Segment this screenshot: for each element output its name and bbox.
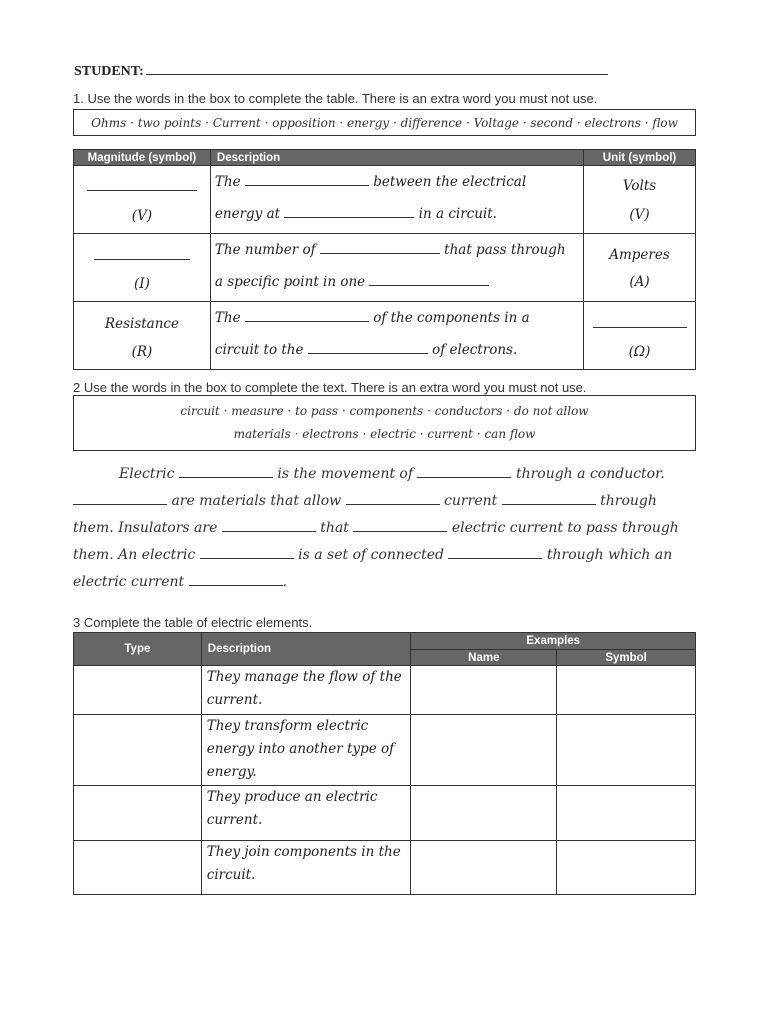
example-name-cell[interactable]	[411, 715, 557, 786]
header-description: Description	[201, 633, 411, 666]
unit-cell	[584, 234, 696, 302]
text-blank[interactable]	[346, 493, 440, 505]
header-examples: Examples	[411, 633, 696, 650]
example-symbol-cell[interactable]	[557, 715, 696, 786]
description-blank[interactable]	[369, 274, 489, 286]
magnitude-symbol: (I)	[134, 276, 150, 292]
example-symbol-cell[interactable]	[557, 841, 696, 895]
q3-table	[73, 632, 696, 895]
q2-word-box-line: materials · electrons · electric · current · can flow	[233, 427, 536, 441]
example-name-cell[interactable]	[411, 841, 557, 895]
description-blank[interactable]	[320, 242, 440, 254]
table-row	[74, 234, 696, 302]
unit-name: Volts	[622, 178, 657, 194]
text-blank[interactable]	[179, 466, 273, 478]
description-blank[interactable]	[245, 310, 369, 322]
header-description: Description	[210, 150, 583, 166]
table-row	[74, 166, 696, 234]
magnitude-symbol: (V)	[131, 208, 153, 224]
example-symbol-cell[interactable]	[557, 666, 696, 715]
description-blank[interactable]	[308, 342, 428, 354]
text-blank[interactable]	[189, 574, 283, 586]
student-name-blank[interactable]	[146, 62, 608, 75]
unit-symbol: (Ω)	[628, 344, 651, 360]
unit-blank[interactable]	[593, 316, 687, 328]
unit-name: Amperes	[609, 247, 670, 263]
description-cell: The number of that pass through a specific point in one	[210, 234, 583, 302]
student-label: STUDENT:	[74, 64, 144, 79]
header-type: Type	[74, 633, 202, 666]
magnitude-cell	[74, 302, 211, 370]
description-cell: They join components in the circuit.	[201, 841, 411, 895]
q3-prompt: 3 Complete the table of electric elements.	[73, 615, 313, 630]
example-name-cell[interactable]	[411, 786, 557, 841]
description-cell: They manage the flow of the current.	[201, 666, 411, 715]
unit-cell	[584, 166, 696, 234]
q1-table-header	[74, 150, 696, 166]
description-cell: They produce an electric current.	[201, 786, 411, 841]
magnitude-symbol: (R)	[131, 344, 153, 360]
magnitude-blank[interactable]	[87, 179, 197, 191]
q1-table	[73, 149, 696, 370]
unit-symbol: (V)	[629, 207, 650, 223]
type-cell[interactable]	[74, 786, 202, 841]
text-blank[interactable]	[200, 547, 294, 559]
q3-table-header	[74, 633, 696, 650]
table-row	[74, 715, 696, 786]
magnitude-cell	[74, 166, 211, 234]
q2-paragraph: Electric is the movement of through a conductor. are materials that allow current through them. Insulators are that electric current to pass through them. An electric is a set of connected through which an electric current .	[73, 466, 679, 590]
text-blank[interactable]	[417, 466, 511, 478]
magnitude-cell	[74, 234, 211, 302]
description-cell: They transform electric energy into another type of energy.	[201, 715, 411, 786]
header-magnitude: Magnitude (symbol)	[74, 150, 211, 166]
description-blank[interactable]	[245, 174, 369, 186]
q1-prompt: 1. Use the words in the box to complete the table. There is an extra word you must not use.	[73, 91, 598, 106]
header-name: Name	[411, 650, 557, 666]
type-cell[interactable]	[74, 715, 202, 786]
q2-prompt: 2 Use the words in the box to complete the text. There is an extra word you must not use.	[73, 380, 587, 395]
example-name-cell[interactable]	[411, 666, 557, 715]
text-blank[interactable]	[353, 520, 447, 532]
unit-cell	[584, 302, 696, 370]
magnitude-name: Resistance	[104, 316, 179, 332]
table-row	[74, 302, 696, 370]
text-blank[interactable]	[502, 493, 596, 505]
header-unit: Unit (symbol)	[584, 150, 696, 166]
table-row	[74, 666, 696, 715]
text-blank[interactable]	[448, 547, 542, 559]
magnitude-blank[interactable]	[94, 248, 190, 260]
unit-symbol: (A)	[629, 274, 650, 290]
q2-word-box	[73, 395, 696, 451]
table-row	[74, 841, 696, 895]
description-cell: The of the components in a circuit to the of electrons.	[210, 302, 583, 370]
q1-word-box: Ohms · two points · Current · opposition · energy · difference · Voltage · second · electrons · flow	[73, 109, 696, 136]
description-cell: The between the electrical energy at in a circuit.	[210, 166, 583, 234]
header-symbol: Symbol	[557, 650, 696, 666]
table-row	[74, 786, 696, 841]
student-name-field	[74, 62, 608, 80]
example-symbol-cell[interactable]	[557, 786, 696, 841]
q2-word-box-line: circuit · measure · to pass · components · conductors · do not allow	[180, 404, 589, 418]
type-cell[interactable]	[74, 666, 202, 715]
type-cell[interactable]	[74, 841, 202, 895]
text-blank[interactable]	[222, 520, 316, 532]
text-blank[interactable]	[73, 493, 167, 505]
description-blank[interactable]	[284, 206, 414, 218]
